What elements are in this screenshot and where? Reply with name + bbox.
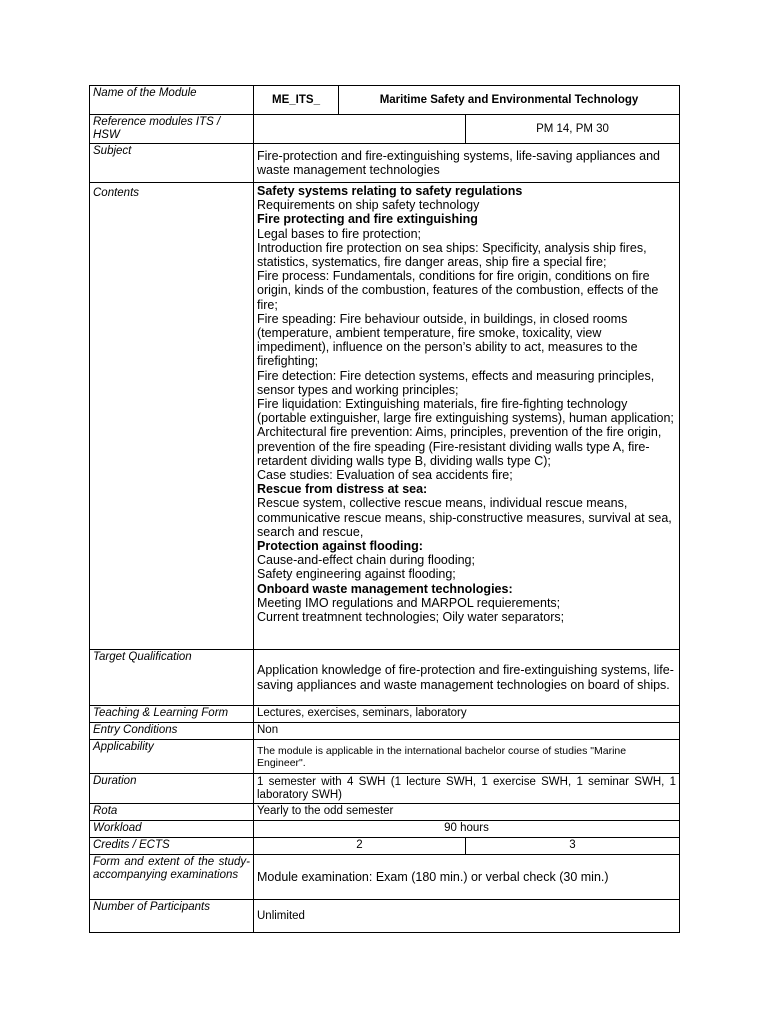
module-description-table <box>89 85 680 933</box>
contents-line: Fire liquidation: Extinguishing materials, fire fire-fighting technology (portable extinguisher, large fire extinguishing systems), human application; <box>257 397 674 426</box>
applicability-row <box>90 740 680 774</box>
contents-line: Fire detection: Fire detection systems, effects and measuring principles, sensor types and working principles; <box>257 368 655 397</box>
teaching-label: Teaching & Learning Form <box>90 706 254 723</box>
teaching-row <box>90 706 680 723</box>
participants-label: Number of Participants <box>90 900 254 933</box>
subject-row <box>90 144 680 183</box>
name-row <box>90 86 680 115</box>
contents-heading: Protection against flooding: <box>257 539 423 554</box>
workload-label: Workload <box>90 821 254 838</box>
reference-label: Reference modules ITS / HSW <box>90 115 254 144</box>
exam-label: Form and extent of the study-accompanying examinations <box>90 855 254 900</box>
rota-text: Yearly to the odd semester <box>254 804 680 821</box>
reference-right-cell: PM 14, PM 30 <box>466 115 680 144</box>
contents-label: Contents <box>90 183 254 650</box>
target-row <box>90 650 680 706</box>
contents-line: Case studies: Evaluation of sea accidents fire; <box>257 468 513 483</box>
applicability-text: The module is applicable in the international bachelor course of studies "Marine Engineer". <box>254 740 680 774</box>
contents-line: Rescue system, collective rescue means, individual rescue means, communicative rescue means, ship-constructive measures, survival at sea, search and rescue, <box>257 496 672 539</box>
module-code: ME_ITS_ <box>254 86 339 115</box>
reference-left-cell <box>254 115 466 144</box>
participants-text: Unlimited <box>254 900 680 933</box>
workload-text: 90 hours <box>254 821 680 838</box>
credits-right-value: 3 <box>466 838 680 855</box>
contents-heading: Safety systems relating to safety regulations <box>257 184 523 198</box>
contents-line: Introduction fire protection on sea ships: Specificity, analysis ship fires, statistics, systematics, fire danger areas, ship fire a special fire; <box>257 240 647 270</box>
contents-heading: Fire protecting and fire extinguishing <box>257 212 478 227</box>
duration-text: 1 semester with 4 SWH (1 lecture SWH, 1 exercise SWH, 1 seminar SWH, 1 laboratory SWH) <box>254 774 680 804</box>
workload-row <box>90 821 680 838</box>
reference-row <box>90 115 680 144</box>
duration-label: Duration <box>90 774 254 804</box>
contents-text <box>254 183 680 650</box>
subject-text: Fire-protection and fire-extinguishing systems, life-saving appliances and waste management technologies <box>254 144 680 183</box>
entry-label: Entry Conditions <box>90 723 254 740</box>
module-title: Maritime Safety and Environmental Technology <box>339 86 680 115</box>
contents-line: Requirements on ship safety technology <box>257 198 480 213</box>
participants-row <box>90 900 680 933</box>
entry-row <box>90 723 680 740</box>
contents-line: Safety engineering against flooding; <box>257 567 456 582</box>
subject-label: Subject <box>90 144 254 183</box>
contents-line: Meeting IMO regulations and MARPOL requierements; <box>257 595 561 610</box>
contents-heading: Onboard waste management technologies: <box>257 581 513 596</box>
credits-left-value: 2 <box>254 838 466 855</box>
contents-heading: Rescue from distress at sea: <box>257 482 428 497</box>
credits-row <box>90 838 680 855</box>
entry-text: Non <box>254 723 680 740</box>
exam-row <box>90 855 680 900</box>
contents-line: Fire process: Fundamentals, conditions for fire origin, conditions on fire origin, kinds of the combustion, features of the combustion, effects of the fire; <box>257 269 659 312</box>
contents-line: Current treatmnent technologies; Oily water separators; <box>257 610 565 625</box>
contents-row <box>90 183 680 650</box>
rota-row <box>90 804 680 821</box>
target-text: Application knowledge of fire-protection and fire-extinguishing systems, life-saving appliances and waste management technologies on board of ships. <box>254 650 680 706</box>
duration-row <box>90 774 680 804</box>
contents-line: Cause-and-effect chain during flooding; <box>257 553 475 568</box>
contents-line: Fire speading: Fire behaviour outside, in buildings, in closed rooms (temperature, ambient temperature, fire smoke, toxicality, view impediment), influence on the person’s ability to act, measures to the firefighting; <box>257 311 638 369</box>
rota-label: Rota <box>90 804 254 821</box>
teaching-text: Lectures, exercises, seminars, laboratory <box>254 706 680 723</box>
credits-label: Credits / ECTS <box>90 838 254 855</box>
contents-line: Architectural fire prevention: Aims, principles, prevention of the fire origin, prevention of the fire speading (Fire-resistant dividing walls type A, fire-retardent dividing walls type B, dividing walls type C); <box>257 425 662 468</box>
target-label: Target Qualification <box>90 650 254 706</box>
contents-line: Legal bases to fire protection; <box>257 226 421 241</box>
exam-text: Module examination: Exam (180 min.) or verbal check (30 min.) <box>254 855 680 900</box>
applicability-label: Applicability <box>90 740 254 774</box>
name-label: Name of the Module <box>90 86 254 115</box>
